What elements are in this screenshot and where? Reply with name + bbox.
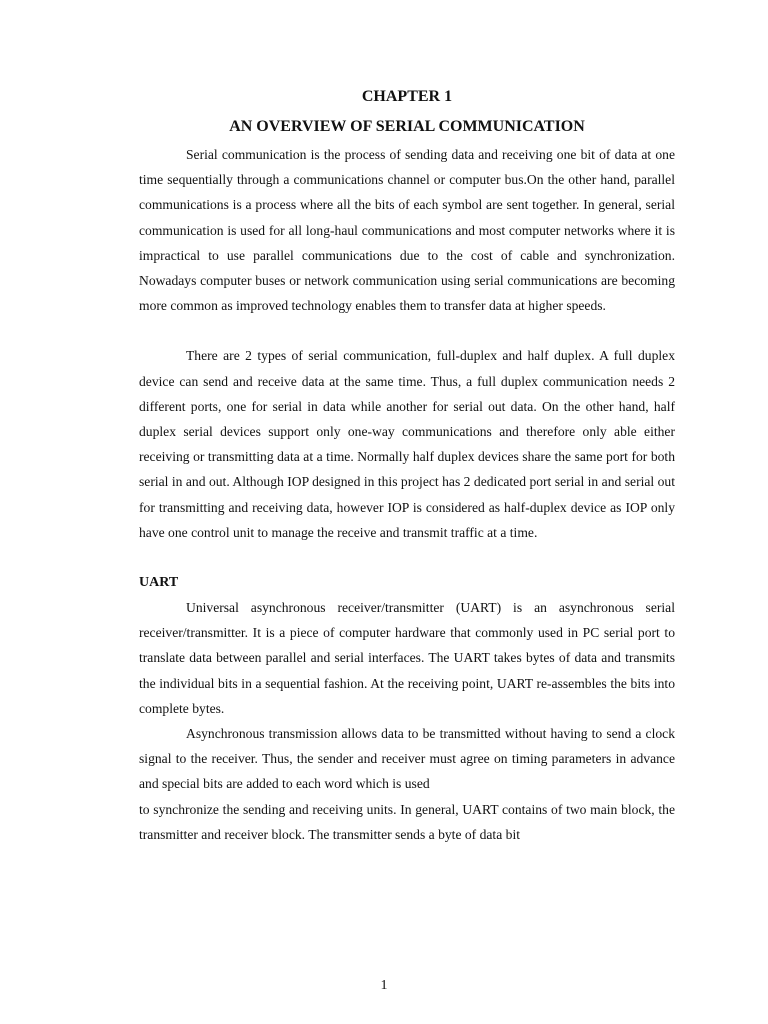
section-heading-uart: UART <box>139 575 179 591</box>
chapter-title: AN OVERVIEW OF SERIAL COMMUNICATION <box>229 118 585 135</box>
async-transmission-paragraph: Asynchronous transmission allows data to be transmitted without having to send a clock signal to the receiver. Thus, the sender and receiver must agree on timing parameters in advance and special bits are added to each word which is used <box>139 726 675 792</box>
section-spacer <box>139 545 675 570</box>
intro-paragraph: Serial communication is the process of sending data and receiving one bit of data at one time sequentially through a communications channel or computer bus.On the other hand, parallel communications is a process where all the bits of each symbol are sent together. In general, serial communication is used for all long-haul communications and most computer networks where it is impractical to use parallel communications due to the cost of cable and synchronization. Nowadays computer buses or network communication using serial communications are becoming more common as improved technology enables them to transfer data at higher speeds. <box>139 147 675 314</box>
duplex-paragraph: There are 2 types of serial communication, full-duplex and half duplex. A full duplex device can send and receive data at the same time. Thus, a full duplex communication needs 2 different ports, one for serial in data while another for serial out data. On the other hand, half duplex serial devices support only one-way communications and therefore only able either receiving or transmitting data at a time. Normally half duplex devices share the same port for both serial in and out. Although IOP designed in this project has 2 dedicated port serial in and serial out for transmitting and receiving data, however IOP is considered as half-duplex device as IOP only have one control unit to manage the receive and transmit traffic at a time. <box>139 348 675 540</box>
uart-blocks-paragraph: to synchronize the sending and receiving units. In general, UART contains of two main block, the transmitter and receiver block. The transmitter sends a byte of data bit <box>139 801 675 842</box>
uart-definition-paragraph: Universal asynchronous receiver/transmitter (UART) is an asynchronous serial receiver/transmitter. It is a piece of computer hardware that commonly used in PC serial port to translate data between parallel and serial interfaces. The UART takes bytes of data and transmits the individual bits in a sequential fashion. At the receiving point, UART re-assembles the bits into complete bytes. <box>139 600 675 716</box>
document-page <box>139 86 675 847</box>
chapter-label: CHAPTER 1 <box>361 88 453 105</box>
page-number: 1 <box>380 978 388 993</box>
paragraph-spacer <box>139 318 675 343</box>
